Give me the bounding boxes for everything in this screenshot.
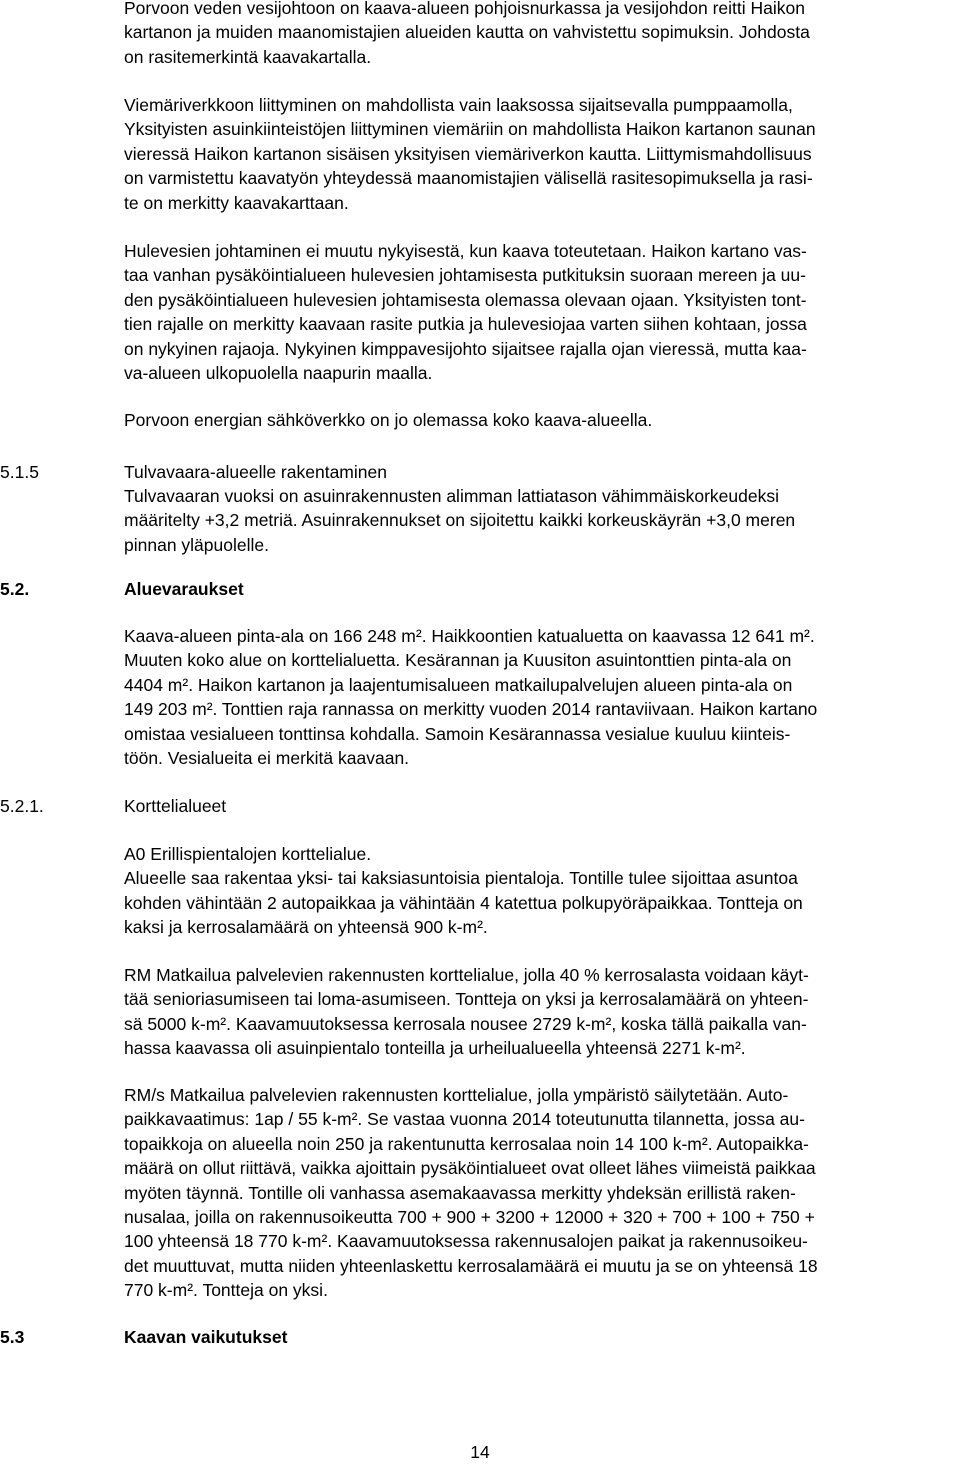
paragraph-line: tää senioriasumiseen tai loma-asumiseen. Tontteja on yksi ja kerrosalamäärä on yhteen- — [124, 989, 809, 1010]
section-heading: Tulvavaara-alueelle rakentaminen — [124, 462, 387, 482]
section-number: 5.3 — [0, 1327, 25, 1347]
section-heading: Kaavan vaikutukset — [124, 1327, 288, 1347]
paragraph-line: 149 203 m². Tonttien raja rannassa on merkitty vuoden 2014 rantaviivaan. Haikon kartano — [124, 699, 818, 720]
paragraph-line: kartanon ja muiden maanomistajien alueiden kautta on vahvistettu sopimuksin. Johdosta — [124, 22, 810, 43]
paragraph-line: Hulevesien johtaminen ei muutu nykyisestä, kun kaava toteutetaan. Haikon kartano vas- — [124, 241, 807, 261]
paragraph-line: 100 yhteensä 18 770 k-m². Kaavamuutoksessa rakennusalojen paikat ja rakennusoikeu- — [124, 1231, 808, 1252]
paragraph-line: pinnan yläpuolelle. — [124, 534, 269, 555]
paragraph-line: Viemäriverkkoon liittyminen on mahdollista vain laaksossa sijaitsevalla pumppaamolla, — [124, 95, 793, 115]
paragraph-line: te on merkitty kaavakarttaan. — [124, 192, 349, 213]
paragraph-line: Porvoon veden vesijohtoon on kaava-alueen pohjoisnurkassa ja vesijohdon reitti Haikon — [124, 0, 805, 18]
paragraph-line: on nykyinen rajaoja. Nykyinen kimppavesijohto sijaitsee rajalla ojan vieressä, mutta kaa- — [124, 338, 807, 359]
paragraph-line: 770 k-m². Tontteja on yksi. — [124, 1280, 328, 1301]
paragraph-line: Muuten koko alue on korttelialuetta. Kesärannan ja Kuusiton asuintonttien pinta-ala on — [124, 650, 792, 671]
paragraph-line: Kaava-alueen pinta-ala on 166 248 m². Haikkoontien katualuetta on kaavassa 12 641 m². — [124, 626, 815, 646]
paragraph-line: omistaa vesialueen tonttinsa kohdalla. Samoin Kesärannassa vesialue kuuluu kiinteis- — [124, 723, 791, 744]
paragraph-line: det muuttuvat, mutta niiden yhteenlaskettu kerrosalamäärä ei muutu ja se on yhteensä 18 — [124, 1255, 818, 1276]
paragraph-line: määrä on ollut riittävä, vaikka ajoittain pysäköintialueet ovat olleet lähes viimeistä paikkaa — [124, 1158, 816, 1179]
paragraph-line: vieressä Haikon kartanon sisäisen yksityisen viemäriverkon kautta. Liittymismahdollisuus — [124, 143, 812, 164]
paragraph-line: taa vanhan pysäköintialueen hulevesien johtamisesta putkituksin suoraan mereen ja uu- — [124, 265, 806, 286]
section-heading: Korttelialueet — [124, 796, 227, 816]
paragraph-line: topaikkoja on alueella noin 250 ja rakentunutta kerrosalaa noin 14 100 k-m². Autopaikka- — [124, 1133, 809, 1154]
paragraph-line: kohden vähintään 2 autopaikkaa ja vähintään 4 katettua polkupyöräpaikkaa. Tontteja on — [124, 892, 803, 913]
paragraph-line: nusalaa, joilla on rakennusoikeutta 700 + 900 + 3200 + 12000 + 320 + 700 + 100 + 750 + — [124, 1207, 815, 1227]
paragraph-line: Porvoon energian sähköverkko on jo olemassa koko kaava-alueella. — [124, 410, 653, 430]
paragraph-line: Alueelle saa rakentaa yksi- tai kaksiasuntoisia pientaloja. Tontille tulee sijoittaa asuntoa — [124, 868, 798, 889]
paragraph-line: on varmistettu kaavatyön yhteydessä maanomistajien välisellä rasitesopimuksella ja rasi- — [124, 168, 813, 189]
section-number: 5.2.1. — [0, 796, 44, 816]
paragraph-line: Tulvavaaran vuoksi on asuinrakennusten alimman lattiatason vähimmäiskorkeudeksi — [124, 486, 779, 506]
page-number: 14 — [470, 1442, 490, 1462]
paragraph-line: myöten täynnä. Tontille oli vanhassa asemakaavassa merkitty yhdeksän erillistä raken- — [124, 1182, 796, 1203]
paragraph-line: RM Matkailua palvelevien rakennusten korttelialue, jolla 40 % kerrosalasta voidaan käyt- — [124, 965, 809, 985]
paragraph-line: Yksityisten asuinkiinteistöjen liittyminen viemäriin on mahdollista Haikon kartanon saunan — [124, 119, 816, 140]
paragraph-line: kaksi ja kerrosalamäärä on yhteensä 900 k-m². — [124, 917, 488, 938]
paragraph-line: töön. Vesialueita ei merkitä kaavaan. — [124, 748, 410, 768]
paragraph-line: sä 5000 k-m². Kaavamuutoksessa kerrosala nousee 2729 k-m², koska tällä paikalla van- — [124, 1013, 807, 1034]
paragraph-line: hassa kaavassa oli asuinpientalo tonteilla ja urheilualueella yhteensä 2271 k-m². — [124, 1038, 746, 1059]
section-number: 5.1.5 — [0, 462, 39, 482]
paragraph-line: tien rajalle on merkitty kaavaan rasite putkia ja hulevesiojaa varten siihen kohtaan, jossa — [124, 314, 807, 335]
paragraph-line: den pysäköintialueen hulevesien johtamisesta olemassa olevaan ojaan. Yksityisten tont- — [124, 289, 807, 310]
section-number: 5.2. — [0, 579, 30, 599]
paragraph-line: RM/s Matkailua palvelevien rakennusten korttelialue, jolla ympäristö säilytetään. Auto- — [124, 1085, 789, 1105]
paragraph-line: on rasitemerkintä kaavakartalla. — [124, 46, 372, 67]
section-heading: Aluevaraukset — [124, 579, 244, 599]
paragraph-line: A0 Erillispientalojen korttelialue. — [124, 844, 372, 864]
paragraph-line: va-alueen ulkopuolella naapurin maalla. — [124, 363, 433, 383]
paragraph-line: 4404 m². Haikon kartanon ja laajentumisalueen matkailupalvelujen alueen pinta-ala on — [124, 674, 793, 695]
paragraph-line: määritelty +3,2 metriä. Asuinrakennukset on sijoitettu kaikki korkeuskäyrän +3,0 meren — [124, 510, 796, 531]
paragraph-line: paikkavaatimus: 1ap / 55 k-m². Se vastaa vuonna 2014 toteutunutta tilannetta, jossa au- — [124, 1109, 805, 1130]
